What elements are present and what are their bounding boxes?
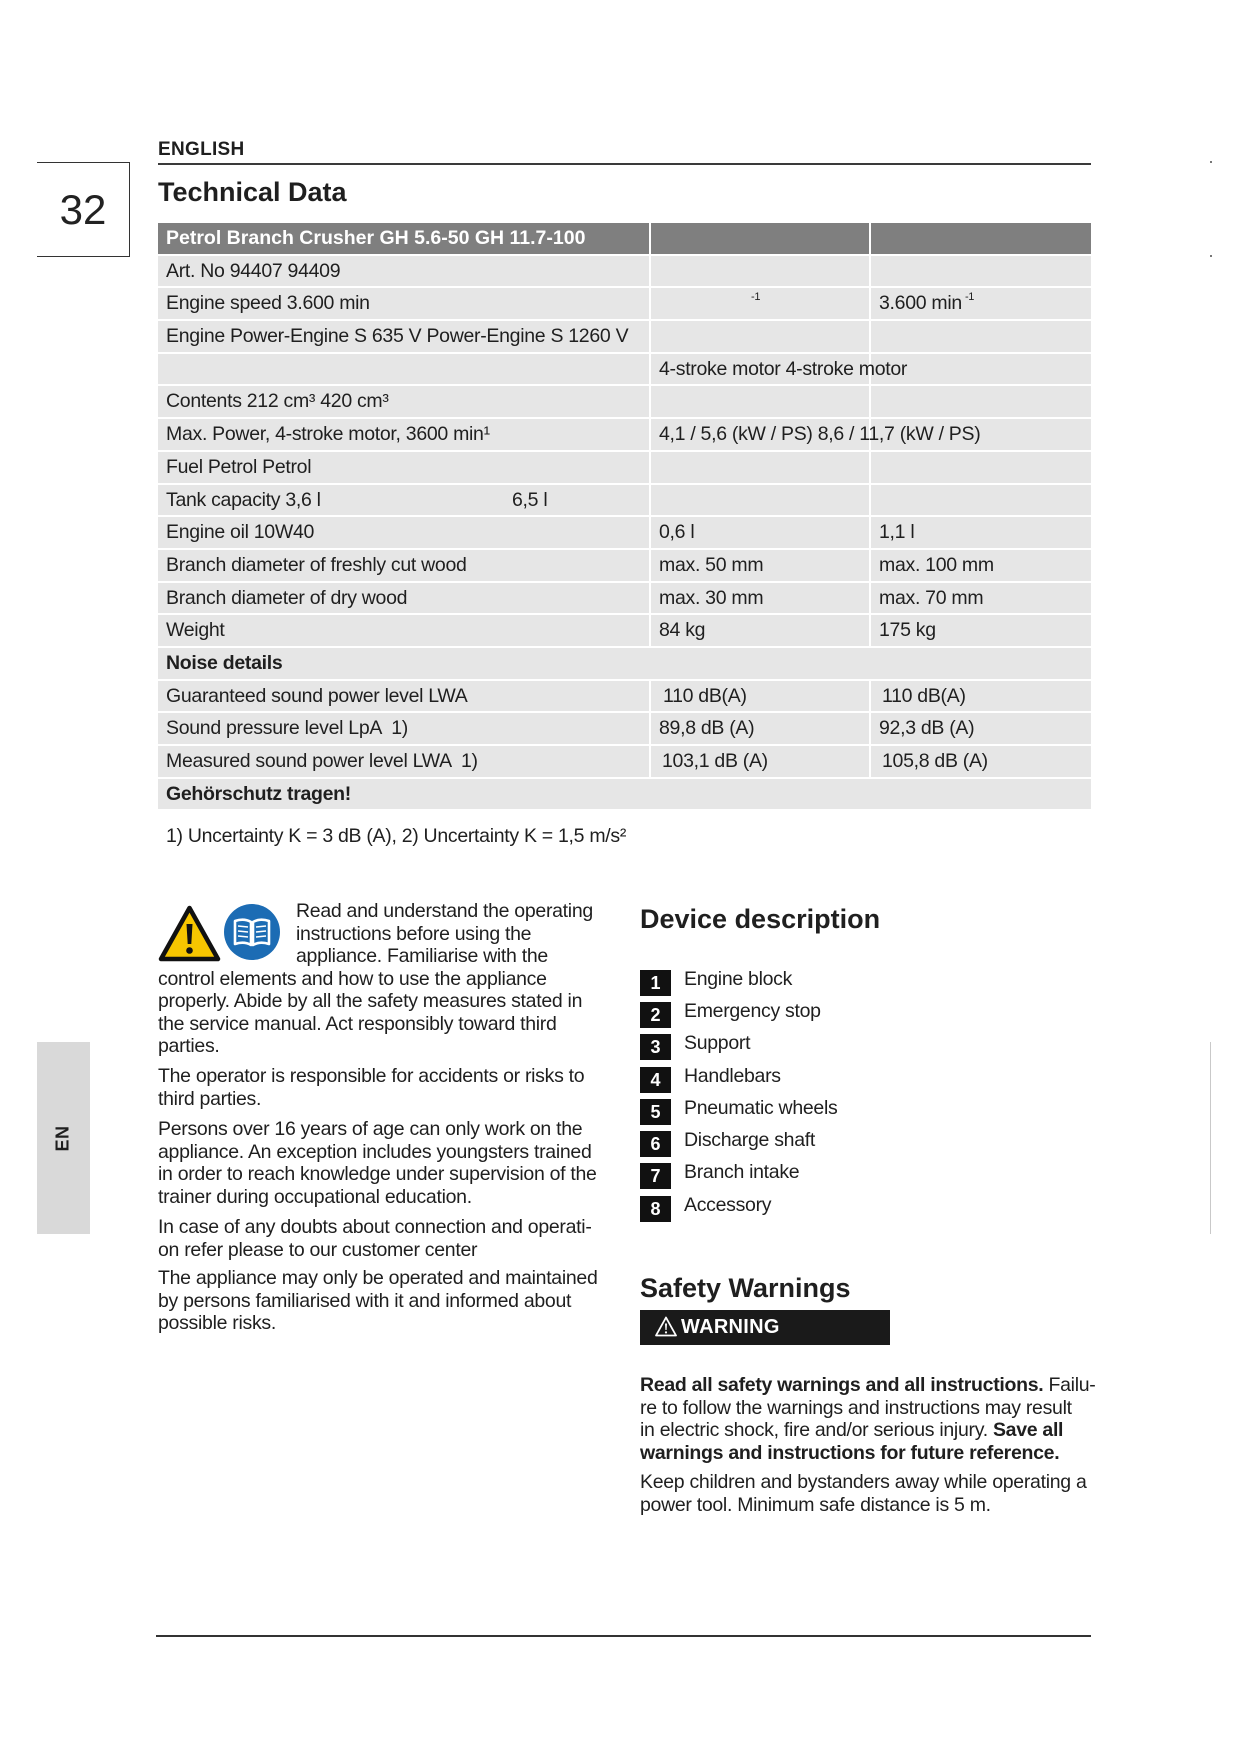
cell-value: 6,5 l: [512, 488, 548, 511]
item-label: Branch intake: [684, 1161, 800, 1184]
section-label-cell: [158, 648, 1091, 679]
text-line: appliance. Familiarise with the: [296, 945, 548, 967]
page-number-box: [37, 162, 130, 257]
margin-mark: [1210, 255, 1212, 257]
technical-data-table: [158, 223, 1091, 811]
text-line: In case of any doubts about connection and operati-: [158, 1216, 592, 1238]
warning-banner: [640, 1310, 890, 1345]
row-label-cell: [158, 681, 649, 712]
section-label-noise-details: Noise details: [166, 651, 283, 674]
cell-value: 4,1 / 5,6 (kW / PS) 8,6 / 11,7 (kW / PS): [659, 423, 981, 446]
table-section-row: [158, 648, 1091, 679]
value-cell-2: [871, 288, 1091, 319]
text-line: trainer during occupational education.: [158, 1185, 472, 1208]
item-number-badge: 1: [640, 970, 671, 996]
row-label-cell: [158, 517, 649, 548]
text-line: Keep children and bystanders away while operating a: [640, 1471, 1087, 1493]
row-label-cell: [158, 583, 649, 614]
safety-warning-paragraph: [640, 1374, 1095, 1464]
table-header-cell: [651, 223, 869, 254]
section-title-device-description: Device description: [640, 904, 881, 934]
safety-notice-paragraph: [158, 900, 593, 1058]
row-label-cell: [158, 419, 649, 450]
row-label: Tank capacity 3,6 l: [166, 488, 321, 511]
text-line: the service manual. Act responsibly toward third: [158, 1012, 557, 1035]
table-row: [158, 256, 1091, 287]
regular-text: Failu-: [1043, 1374, 1096, 1396]
value-cell-1: [651, 386, 869, 417]
safety-notice-paragraph: [158, 1267, 598, 1335]
list-item: [640, 1157, 837, 1189]
row-label: Sound pressure level LpA 1): [166, 717, 409, 740]
list-item: [640, 995, 837, 1027]
row-label: Weight: [166, 619, 225, 642]
value-cell-2: [871, 681, 1091, 712]
header-rule: [158, 163, 1091, 165]
cell-value: 89,8 dB (A): [659, 717, 755, 740]
item-label: Handlebars: [684, 1064, 781, 1087]
list-item: [640, 1189, 837, 1221]
cell-value: 0,6 l: [659, 521, 695, 544]
text-line: properly. Abide by all the safety measures stated in: [158, 990, 583, 1012]
language-side-tab: [37, 1042, 90, 1234]
cell-value: 4-stroke motor 4-stroke motor: [659, 357, 908, 380]
warning-outline-icon: [655, 1316, 677, 1337]
cell-value: 84 kg: [659, 619, 706, 642]
cell-value: max. 30 mm: [659, 586, 764, 609]
row-label-cell: [158, 386, 649, 417]
item-label: Engine block: [684, 967, 793, 990]
value-cell-1: [651, 713, 869, 744]
row-label: Engine speed 3.600 min: [166, 292, 370, 315]
row-label-cell: [158, 321, 649, 352]
cell-value: max. 100 mm: [879, 553, 994, 576]
list-item: [640, 1092, 837, 1124]
list-item: [640, 963, 837, 995]
table-row: [158, 517, 1091, 548]
row-label: Art. No 94407 94409: [166, 259, 341, 282]
value-cell-2: [871, 746, 1091, 777]
cell-value: 175 kg: [879, 619, 936, 642]
safety-warning-paragraph: [640, 1471, 1087, 1516]
table-section-row: [158, 779, 1091, 810]
text-line: instructions before using the: [296, 922, 532, 945]
value-cell-2: [871, 517, 1091, 548]
text-line: appliance. An exception includes youngsters trained: [158, 1140, 592, 1163]
value-cell-1: [651, 681, 869, 712]
table-header-row: [158, 223, 1091, 254]
table-footnote: 1) Uncertainty K = 3 dB (A), 2) Uncertainty K = 1,5 m/s²: [166, 825, 627, 847]
value-cell-1: [651, 288, 869, 319]
item-number-badge: 4: [640, 1067, 671, 1093]
text-line: in order to reach knowledge under supervision of the: [158, 1163, 597, 1185]
cell-value: 110 dB(A): [663, 684, 747, 707]
item-number-badge: 5: [640, 1099, 671, 1125]
row-label: Fuel Petrol Petrol: [166, 455, 312, 478]
value-cell-2: [871, 615, 1091, 646]
text-line: third parties.: [158, 1087, 262, 1110]
row-label-cell: [158, 256, 649, 287]
table-row: [158, 485, 1091, 516]
list-item: [640, 1028, 837, 1060]
bold-text: Read all safety warnings and all instructions.: [640, 1374, 1044, 1396]
table-header-cell: [871, 223, 1091, 254]
text-line: by persons familiarised with it and informed about: [158, 1289, 572, 1312]
cell-value: 105,8 dB (A): [882, 750, 988, 772]
row-label-cell: [158, 713, 649, 744]
table-row: [158, 583, 1091, 614]
row-label: Guaranteed sound power level LWA: [166, 684, 468, 707]
text-line: on refer please to our customer center: [158, 1238, 478, 1261]
table-row: [158, 386, 1091, 417]
item-number-badge: 7: [640, 1163, 671, 1189]
table-row: [158, 550, 1091, 581]
row-label-cell: [158, 746, 649, 777]
text-line: parties.: [158, 1035, 220, 1057]
cell-value: 92,3 dB (A): [879, 717, 975, 740]
table-header-cell: [158, 223, 649, 254]
text-line: Read and understand the operating: [296, 900, 593, 922]
value-cell-1: [651, 256, 869, 287]
table-row: [158, 321, 1091, 352]
cell-value: max. 50 mm: [659, 553, 764, 576]
value-cell-1: [651, 485, 869, 516]
item-label: Emergency stop: [684, 999, 821, 1022]
item-label: Accessory: [684, 1193, 772, 1216]
value-cell-2: [871, 256, 1091, 287]
value-cell-1: [651, 419, 981, 450]
value-cell-2: [871, 321, 1091, 352]
safety-notice-paragraph: [158, 1065, 584, 1110]
table-row: [158, 713, 1091, 744]
item-label: Support: [684, 1032, 751, 1055]
section-title-safety-warnings: Safety Warnings: [640, 1273, 851, 1303]
text-line: Persons over 16 years of age can only work on the: [158, 1118, 583, 1140]
section-title-technical-data: Technical Data: [158, 177, 347, 207]
table-row: [158, 288, 1091, 319]
row-label: Engine Power-Engine S 635 V Power-Engine S 1260 V: [166, 325, 629, 348]
cell-value: max. 70 mm: [879, 586, 984, 609]
row-label-cell: [158, 288, 649, 319]
value-cell-1: [651, 517, 869, 548]
row-label-cell: [158, 452, 649, 483]
value-cell-1: [651, 452, 869, 483]
row-label-cell: [158, 485, 649, 516]
value-cell-1: [651, 354, 908, 385]
safety-notice-paragraph: [158, 1216, 592, 1261]
cell-value: 1,1 l: [879, 521, 915, 544]
item-number-badge: 8: [640, 1196, 671, 1222]
item-number-badge: 6: [640, 1131, 671, 1157]
footer-rule: [156, 1635, 1091, 1637]
value-cell-2: [871, 550, 1091, 581]
text-line: The operator is responsible for accidents or risks to: [158, 1065, 585, 1087]
value-cell-1: [651, 550, 869, 581]
section-label-cell: [158, 779, 1091, 810]
value-cell-1: [651, 321, 869, 352]
row-label-cell: [158, 354, 649, 385]
value-cell-2: [871, 583, 1091, 614]
cell-value: 3.600 min: [879, 292, 962, 315]
value-cell-1: [651, 746, 869, 777]
value-cell-2: [871, 386, 1091, 417]
cell-value: 110 dB(A): [882, 684, 966, 707]
text-line: warnings and instructions for future reference.: [640, 1441, 1060, 1464]
warning-banner-label: WARNING: [681, 1316, 780, 1338]
side-tab-label: EN: [52, 1124, 73, 1152]
language-label: ENGLISH: [158, 139, 245, 160]
superscript: -1: [751, 291, 761, 304]
row-label-cell: [158, 550, 649, 581]
row-label: Contents 212 cm³ 420 cm³: [166, 390, 389, 413]
device-parts-list: [640, 963, 837, 1221]
row-label: Engine oil 10W40: [166, 521, 315, 544]
table-row: [158, 681, 1091, 712]
list-item: [640, 1060, 837, 1092]
item-label: Discharge shaft: [684, 1129, 815, 1152]
row-label-cell: [158, 615, 649, 646]
row-label: Measured sound power level LWA 1): [166, 750, 478, 772]
value-cell-2: [871, 452, 1091, 483]
page-number: 32: [59, 185, 107, 233]
row-label: Max. Power, 4-stroke motor, 3600 min¹: [166, 423, 490, 446]
table-row: [158, 746, 1091, 777]
text-line: [640, 1419, 1095, 1442]
table-row: [158, 354, 1091, 385]
text-line: possible risks.: [158, 1312, 276, 1334]
superscript: -1: [964, 291, 975, 304]
bold-text: Save all: [992, 1419, 1064, 1441]
table-header-label: Petrol Branch Crusher GH 5.6-50 GH 11.7-100: [166, 227, 586, 249]
table-row: [158, 615, 1091, 646]
table-row: [158, 419, 1091, 450]
table-row: [158, 452, 1091, 483]
margin-line: [1210, 1042, 1211, 1234]
item-label: Pneumatic wheels: [684, 1096, 838, 1119]
item-number-badge: 3: [640, 1034, 671, 1060]
item-number-badge: 2: [640, 1002, 671, 1028]
cell-value: 103,1 dB (A): [662, 750, 768, 772]
value-cell-2: [871, 485, 1091, 516]
safety-notice-paragraph: [158, 1118, 597, 1208]
row-label: Branch diameter of freshly cut wood: [166, 553, 467, 576]
list-item: [640, 1124, 837, 1156]
value-cell-2: [871, 713, 1091, 744]
margin-mark: [1210, 161, 1212, 163]
regular-text: in electric shock, fire and/or serious injury.: [640, 1419, 993, 1441]
text-line: control elements and how to use the appliance: [158, 967, 547, 990]
text-line: re to follow the warnings and instructions may result: [640, 1396, 1072, 1419]
value-cell-1: [651, 615, 869, 646]
value-cell-1: [651, 583, 869, 614]
row-label: Branch diameter of dry wood: [166, 586, 408, 609]
text-line: The appliance may only be operated and maintained: [158, 1267, 598, 1289]
hearing-protection-note: Gehörschutz tragen!: [166, 782, 351, 805]
text-line: power tool. Minimum safe distance is 5 m.: [640, 1493, 991, 1516]
text-line: [640, 1374, 1095, 1397]
